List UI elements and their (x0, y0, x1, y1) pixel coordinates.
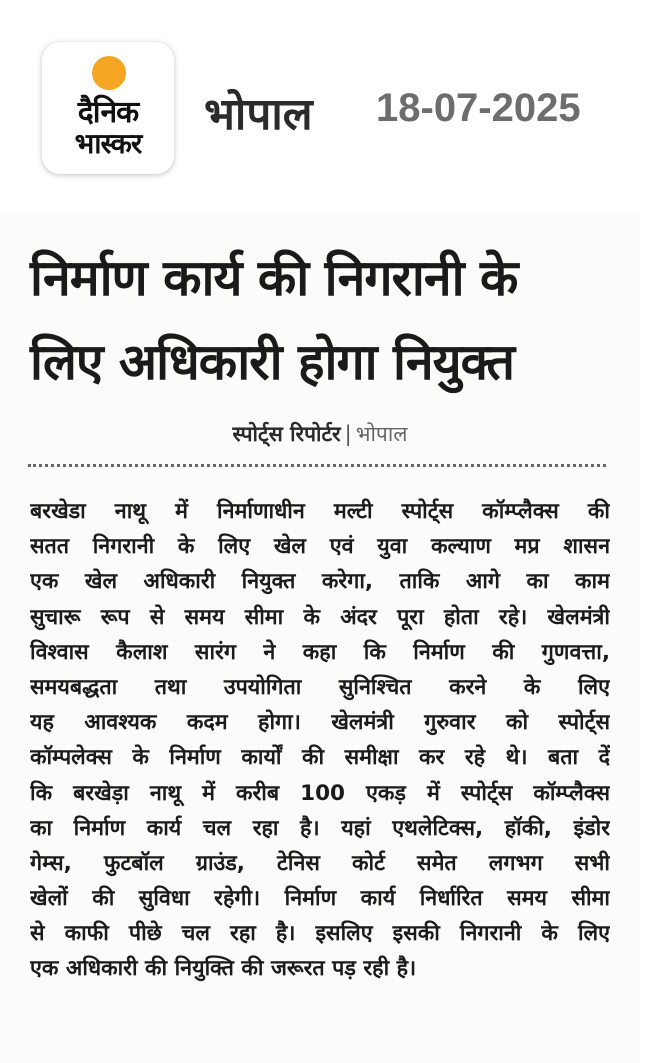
headline-line: निर्माण कार्य की निगरानी के (30, 249, 518, 307)
body-line: का निर्माण कार्य चल रहा है। यहां एथलेटिक्स, हॉकी, इंडोर (30, 815, 610, 841)
byline-separator: | (344, 422, 352, 446)
article-headline (30, 236, 620, 404)
byline-reporter: स्पोर्ट्स रिपोर्टर (232, 422, 341, 446)
page-header (0, 0, 652, 190)
body-line: सतत निगरानी के लिए खेल एवं युवा कल्याण मप्र शासन (30, 534, 610, 560)
sun-icon (92, 56, 126, 90)
body-line: कि बरखेड़ा नाथू में करीब 100 एकड़ में स्पोर्ट्स कॉम्प्लैक्स (30, 780, 610, 806)
article-byline (0, 420, 640, 448)
headline-line: लिए अधिकारी होगा नियुक्त (30, 333, 514, 391)
body-line: गेम्स, फुटबॉल ग्राउंड, टेनिस कोर्ट समेत लगभग सभी (30, 850, 610, 876)
body-line: समयबद्धता तथा उपयोगिता सुनिश्चित करने के लिए (30, 674, 610, 700)
body-line: एक अधिकारी की नियुक्ति की जरूरत पड़ रही है। (30, 956, 417, 982)
article-body (30, 494, 610, 987)
edition-city: भोपाल (204, 89, 313, 140)
dotted-divider (28, 464, 606, 467)
edition-date: 18-07-2025 (376, 86, 581, 130)
body-line: से काफी पीछे चल रहा है। इसलिए इसकी निगरानी के लिए (30, 921, 610, 947)
body-line: विश्वास कैलाश सारंग ने कहा कि निर्माण की गुणवत्ता, (30, 639, 610, 665)
logo-text-dainik: दैनिक (77, 95, 139, 130)
body-line: खेलों की सुविधा रहेगी। निर्माण कार्य निर्धारित समय सीमा (30, 886, 610, 912)
dainik-bhaskar-logo[interactable] (42, 42, 174, 174)
body-line: बरखेडा नाथू में निर्माणाधीन मल्टी स्पोर्ट्स कॉम्प्लैक्स की (30, 499, 610, 524)
byline-place: भोपाल (355, 422, 408, 446)
body-line: सुचारू रूप से समय सीमा के अंदर पूरा होता रहे। खेलमंत्री (30, 604, 610, 630)
body-line: कॉम्पलेक्स के निर्माण कार्यों की समीक्षा कर रहे थे। बता दें (30, 745, 610, 771)
body-line: एक खेल अधिकारी नियुक्त करेगा, ताकि आगे का काम (30, 569, 610, 595)
logo-text-bhaskar: भास्कर (74, 127, 142, 160)
body-line: यह आवश्यक कदम होगा। खेलमंत्री गुरुवार को स्पोर्ट्स (30, 710, 610, 736)
